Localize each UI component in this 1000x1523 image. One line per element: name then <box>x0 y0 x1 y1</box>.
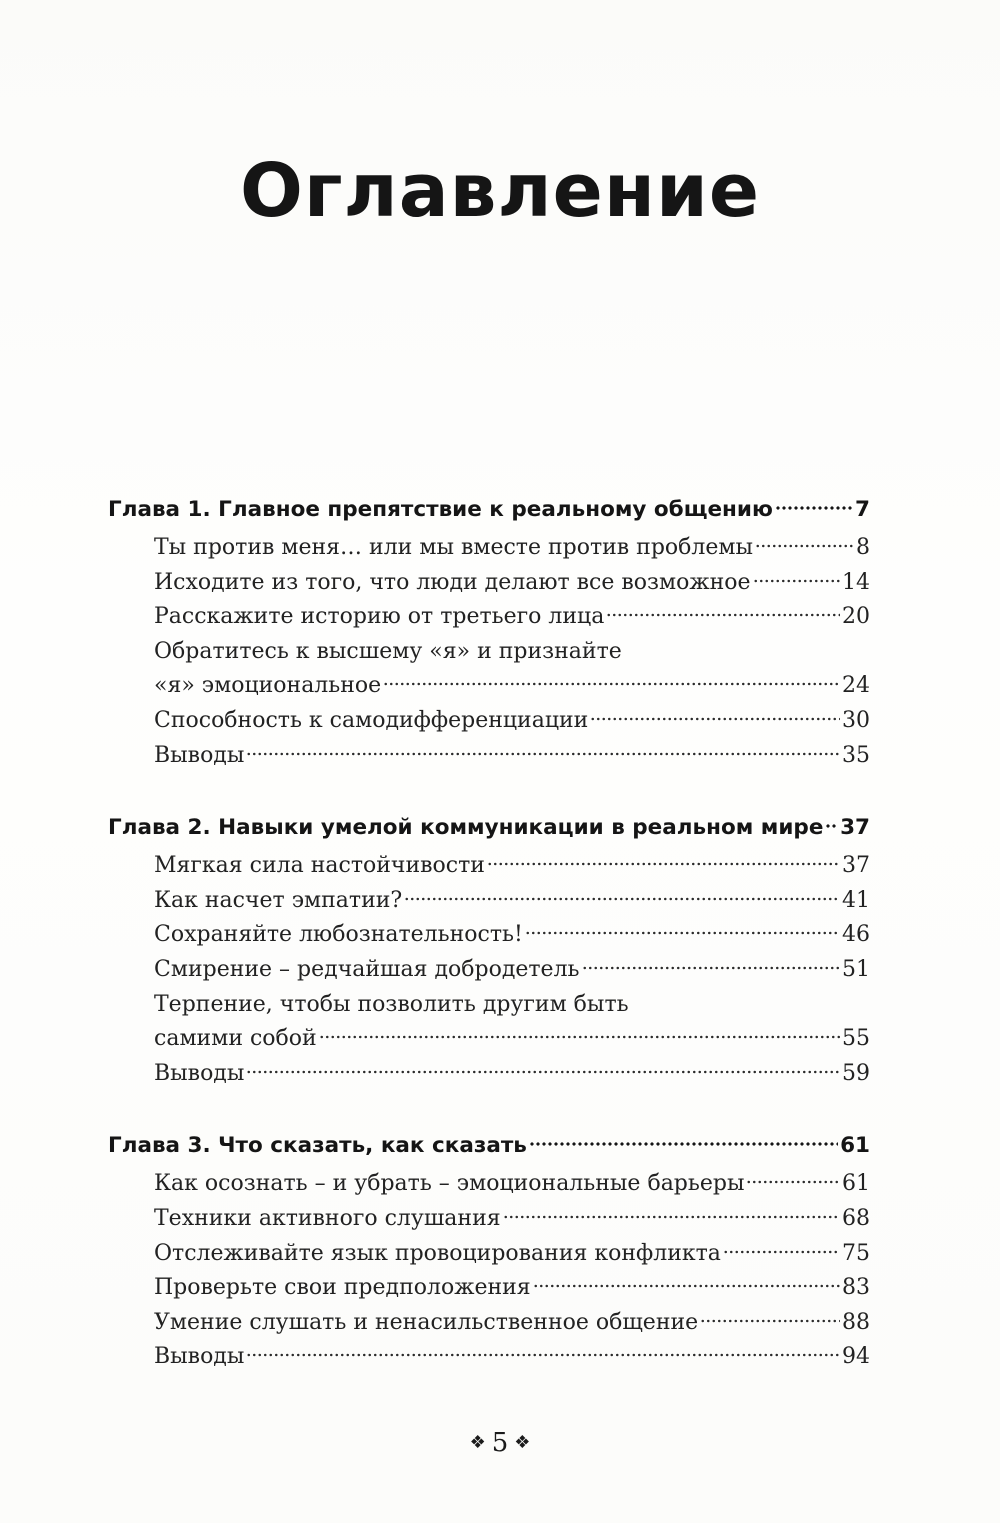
toc-entry[interactable] <box>108 1206 870 1241</box>
toc-entry-page: 55 <box>842 1026 870 1052</box>
toc-entry-title: Выводы <box>154 1060 245 1086</box>
toc-entry[interactable] <box>108 535 870 570</box>
page-title: Оглавление <box>239 148 761 234</box>
toc-entry-title: Выводы <box>154 1344 245 1370</box>
toc-entry-title: Как осознать – и убрать – эмоциональные барьеры <box>154 1171 745 1197</box>
toc-entry[interactable] <box>108 570 870 605</box>
toc-entry-page: 61 <box>842 1171 870 1197</box>
leader-dots <box>825 823 838 829</box>
toc-entry-title: Как насчет эмпатии? <box>154 887 403 913</box>
toc-entry-title: Исходите из того, что люди делают все возможное <box>154 569 751 595</box>
leader-dots <box>755 543 854 549</box>
toc-entry-title: Отслеживайте язык провоцирования конфликта <box>154 1240 721 1266</box>
toc-entry-title-continued: «я» эмоциональное <box>154 673 382 699</box>
toc-entry[interactable] <box>108 708 870 743</box>
toc-entry[interactable] <box>108 1171 870 1206</box>
toc-entry-title: Смирение – редчайшая добродетель <box>154 956 580 982</box>
chapter-1 <box>108 497 870 777</box>
toc-entry-line-1[interactable] <box>108 639 870 674</box>
toc-entry-page: 24 <box>842 673 870 699</box>
page-footer <box>0 1428 1000 1458</box>
leader-dots <box>590 716 840 722</box>
toc-entry-title: Мягкая сила настойчивости <box>154 853 485 879</box>
chapter-3 <box>108 1133 870 1379</box>
leader-dots <box>700 1318 840 1324</box>
chapter-2 <box>108 815 870 1095</box>
toc-entry-page: 88 <box>842 1309 870 1335</box>
toc-entry-title: Терпение, чтобы позволить другим быть <box>154 991 629 1017</box>
toc-entry-page: 41 <box>842 887 870 913</box>
leader-dots <box>723 1249 840 1255</box>
toc-entry-title: Обратитесь к высшему «я» и признайте <box>154 638 622 664</box>
toc-entry[interactable] <box>108 1061 870 1096</box>
toc-entry[interactable] <box>108 743 870 778</box>
leader-dots <box>533 1283 840 1289</box>
leader-dots <box>246 1069 840 1075</box>
leader-dots <box>525 930 840 936</box>
toc-entry-page: 51 <box>842 956 870 982</box>
toc-entry[interactable] <box>108 853 870 888</box>
toc-entry-line-2[interactable] <box>108 1026 870 1061</box>
chapter-1-entry[interactable] <box>108 497 870 535</box>
leader-dots <box>529 1141 838 1147</box>
toc-entry-page: 8 <box>856 535 870 560</box>
chapter-1-title: Глава 1. Главное препятствие к реальному общению <box>108 497 773 522</box>
toc-entry-title: Ты против меня… или мы вместе против проблемы <box>154 535 754 560</box>
leader-dots <box>246 751 840 757</box>
toc-entry-page: 14 <box>842 569 870 595</box>
toc-entry[interactable] <box>108 604 870 639</box>
toc-entry-title: Умение слушать и ненасильственное общение <box>154 1309 699 1335</box>
leader-dots <box>404 896 840 902</box>
toc-entry[interactable] <box>108 957 870 992</box>
leader-dots <box>582 965 840 971</box>
leader-dots <box>319 1034 840 1040</box>
toc-entry[interactable] <box>108 1241 870 1276</box>
chapter-3-title: Глава 3. Что сказать, как сказать <box>108 1133 527 1159</box>
toc-entry-page: 59 <box>842 1060 870 1086</box>
leader-dots <box>606 612 840 618</box>
toc-entry-line-1[interactable] <box>108 992 870 1027</box>
toc-entry-page: 75 <box>842 1240 870 1266</box>
toc-entry-page: 83 <box>842 1275 870 1301</box>
table-of-contents <box>108 497 870 1417</box>
toc-entry-title: Способность к самодифференциации <box>154 707 589 733</box>
toc-entry-title: Сохраняйте любознательность! <box>154 922 523 948</box>
chapter-3-entry[interactable] <box>108 1133 870 1171</box>
toc-entry-line-2[interactable] <box>108 673 870 708</box>
chapter-3-page: 61 <box>840 1133 870 1159</box>
page-number: 5 <box>491 1428 509 1458</box>
toc-entry-title: Техники активного слушания <box>154 1205 501 1231</box>
toc-entry[interactable] <box>108 922 870 957</box>
leader-dots <box>753 578 840 584</box>
toc-entry-page: 35 <box>842 742 870 768</box>
leader-dots <box>246 1352 840 1358</box>
toc-entry-title: Проверьте свои предположения <box>154 1275 531 1301</box>
leader-dots <box>487 861 840 867</box>
chapter-2-title: Глава 2. Навыки умелой коммуникации в реальном мире <box>108 815 824 841</box>
toc-entry-page: 20 <box>842 604 870 630</box>
toc-entry-page: 30 <box>842 707 870 733</box>
toc-entry-title: Выводы <box>154 742 245 768</box>
chapter-1-page: 7 <box>855 497 870 522</box>
toc-entry-page: 37 <box>842 853 870 879</box>
toc-entry[interactable] <box>108 1344 870 1379</box>
toc-entry-title-continued: самими собой <box>154 1026 317 1052</box>
toc-entry[interactable] <box>108 1310 870 1345</box>
toc-entry[interactable] <box>108 888 870 923</box>
toc-entry-title: Расскажите историю от третьего лица <box>154 604 605 630</box>
chapter-2-page: 37 <box>840 815 870 841</box>
toc-entry-page: 94 <box>842 1344 870 1370</box>
ornament-left-icon: ❖ <box>469 1432 486 1453</box>
leader-dots <box>775 505 853 511</box>
leader-dots <box>746 1179 840 1185</box>
leader-dots <box>383 681 840 687</box>
ornament-right-icon: ❖ <box>514 1432 531 1453</box>
toc-entry[interactable] <box>108 1275 870 1310</box>
chapter-2-entry[interactable] <box>108 815 870 853</box>
toc-entry-page: 68 <box>842 1205 870 1231</box>
toc-entry-page: 46 <box>842 922 870 948</box>
leader-dots <box>503 1214 840 1220</box>
